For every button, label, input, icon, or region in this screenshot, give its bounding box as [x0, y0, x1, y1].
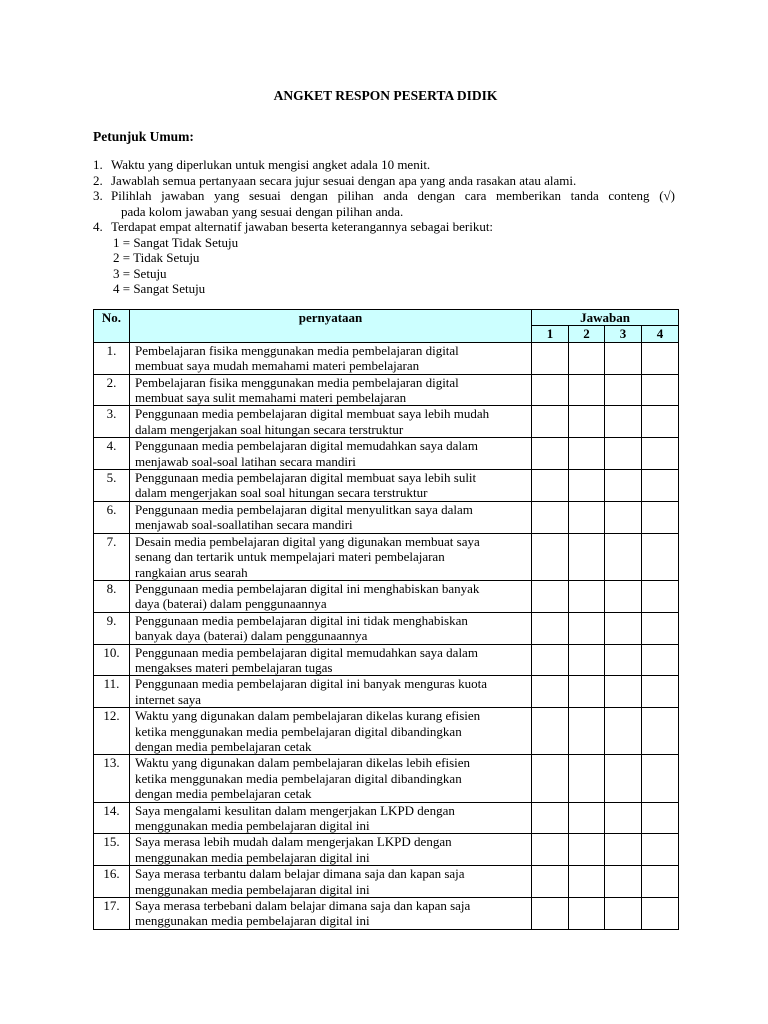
instruction-item	[93, 188, 675, 219]
statement-line: ketika menggunakan media pembelajaran digital dibandingkan	[135, 723, 462, 739]
answer-cell-3[interactable]	[605, 898, 642, 930]
answer-cell-1[interactable]	[532, 470, 569, 502]
row-number: 4.	[94, 438, 130, 470]
row-number: 12.	[94, 708, 130, 755]
answer-cell-1[interactable]	[532, 438, 569, 470]
statement-line: Waktu yang digunakan dalam pembelajaran dikelas kurang efisien	[135, 708, 481, 724]
answer-cell-1[interactable]	[532, 866, 569, 898]
answer-cell-4[interactable]	[642, 438, 679, 470]
answer-cell-2[interactable]	[569, 406, 605, 438]
answer-cell-4[interactable]	[642, 470, 679, 502]
answer-cell-2[interactable]	[569, 580, 605, 612]
statement-cell	[130, 533, 532, 580]
instruction-item	[93, 173, 675, 189]
answer-cell-4[interactable]	[642, 834, 679, 866]
statement-line: Saya merasa lebih mudah dalam mengerjakan LKPD dengan	[135, 834, 452, 850]
statement-line: internet saya	[135, 691, 202, 707]
answer-cell-2[interactable]	[569, 612, 605, 644]
statement-line: membuat saya sulit memahami materi pembelajaran	[135, 390, 407, 406]
statement-line: menggunakan media pembelajaran digital ini	[135, 849, 370, 865]
answer-cell-4[interactable]	[642, 866, 679, 898]
statement-cell	[130, 755, 532, 802]
answer-cell-4[interactable]	[642, 501, 679, 533]
answer-cell-1[interactable]	[532, 374, 569, 406]
statement-line: Saya merasa terbantu dalam belajar dimana saja dan kapan saja	[135, 866, 465, 882]
answer-cell-1[interactable]	[532, 612, 569, 644]
scale-item: 3 = Setuju	[113, 265, 167, 281]
statement-line: membuat saya mudah memahami materi pembelajaran	[135, 358, 420, 374]
statement-cell	[130, 580, 532, 612]
row-number: 13.	[94, 755, 130, 802]
answer-cell-4[interactable]	[642, 898, 679, 930]
statement-line: daya (baterai) dalam penggunaannya	[135, 596, 327, 612]
table-row	[94, 470, 679, 502]
row-number: 11.	[94, 676, 130, 708]
instructions-list	[93, 157, 675, 297]
statement-line: Penggunaan media pembelajaran digital memudahkan saya dalam	[135, 644, 478, 660]
answer-cell-4[interactable]	[642, 533, 679, 580]
statement-line: senang dan tertarik untuk mempelajari materi pembelajaran	[135, 549, 445, 565]
answer-cell-1[interactable]	[532, 755, 569, 802]
answer-cell-4[interactable]	[642, 406, 679, 438]
table-row	[94, 834, 679, 866]
statement-cell	[130, 708, 532, 755]
answer-cell-3[interactable]	[605, 533, 642, 580]
table-row	[94, 802, 679, 834]
answer-cell-2[interactable]	[569, 644, 605, 676]
statement-line: banyak daya (baterai) dalam penggunaannya	[135, 628, 368, 644]
answer-cell-4[interactable]	[642, 612, 679, 644]
answer-cell-3[interactable]	[605, 501, 642, 533]
answer-cell-1[interactable]	[532, 580, 569, 612]
column-header-answer: Jawaban	[532, 310, 679, 326]
statement-cell	[130, 501, 532, 533]
statement-line: Saya merasa terbebani dalam belajar dimana saja dan kapan saja	[135, 898, 471, 914]
answer-cell-4[interactable]	[642, 676, 679, 708]
statement-line: menggunakan media pembelajaran digital ini	[135, 881, 370, 897]
statement-cell	[130, 342, 532, 374]
statement-line: menggunakan media pembelajaran digital ini	[135, 913, 370, 929]
statement-line: Penggunaan media pembelajaran digital membuat saya lebih sulit	[135, 470, 477, 486]
statement-cell	[130, 834, 532, 866]
table-row	[94, 342, 679, 374]
answer-cell-2[interactable]	[569, 533, 605, 580]
instruction-number: 2.	[93, 172, 103, 188]
answer-cell-3[interactable]	[605, 834, 642, 866]
instructions-heading: Petunjuk Umum:	[93, 129, 194, 144]
answer-cell-3[interactable]	[605, 755, 642, 802]
instruction-text: Jawablah semua pertanyaan secara jujur sesuai dengan apa yang anda rasakan atau alami.	[111, 172, 577, 188]
statement-cell	[130, 644, 532, 676]
statement-cell	[130, 406, 532, 438]
table-row	[94, 406, 679, 438]
answer-cell-2[interactable]	[569, 755, 605, 802]
statement-line: Penggunaan media pembelajaran digital ini tidak menghabiskan	[135, 612, 468, 628]
instruction-text: Waktu yang diperlukan untuk mengisi angket adala 10 menit.	[111, 157, 431, 172]
answer-cell-3[interactable]	[605, 580, 642, 612]
statement-line: dalam mengerjakan soal hitungan secara terstruktur	[135, 421, 404, 437]
answer-cell-4[interactable]	[642, 342, 679, 374]
row-number: 8.	[94, 580, 130, 612]
answer-cell-1[interactable]	[532, 834, 569, 866]
answer-cell-3[interactable]	[605, 374, 642, 406]
answer-cell-3[interactable]	[605, 644, 642, 676]
row-number: 10.	[94, 644, 130, 676]
answer-cell-3[interactable]	[605, 612, 642, 644]
table-row	[94, 501, 679, 533]
statement-cell	[130, 802, 532, 834]
table-row	[94, 866, 679, 898]
statement-line: Penggunaan media pembelajaran digital membuat saya lebih mudah	[135, 406, 490, 422]
answer-cell-3[interactable]	[605, 802, 642, 834]
answer-cell-4[interactable]	[642, 755, 679, 802]
instruction-item	[93, 157, 675, 173]
statement-cell	[130, 612, 532, 644]
table-row	[94, 898, 679, 930]
answer-cell-4[interactable]	[642, 644, 679, 676]
answer-cell-3[interactable]	[605, 866, 642, 898]
table-row	[94, 374, 679, 406]
statement-line: Penggunaan media pembelajaran digital memudahkan saya dalam	[135, 438, 478, 454]
answer-cell-2[interactable]	[569, 802, 605, 834]
instruction-text: Terdapat empat alternatif jawaban beserta keterangannya sebagai berikut:	[111, 219, 494, 234]
answer-cell-3[interactable]	[605, 470, 642, 502]
answer-cell-1[interactable]	[532, 501, 569, 533]
statement-cell	[130, 676, 532, 708]
answer-cell-1[interactable]	[532, 676, 569, 708]
row-number: 17.	[94, 898, 130, 930]
statement-line: menjawab soal-soal latihan secara mandiri	[135, 453, 356, 469]
statement-line: mengakses materi pembelajaran tugas	[135, 659, 333, 675]
document-title: ANGKET RESPON PESERTA DIDIK	[273, 88, 498, 103]
answer-cell-2[interactable]	[569, 676, 605, 708]
answer-cell-4[interactable]	[642, 580, 679, 612]
answer-cell-2[interactable]	[569, 470, 605, 502]
instruction-text-continued: pada kolom jawaban yang sesuai dengan pilihan anda.	[121, 203, 404, 219]
column-header-statement: pernyataan	[130, 310, 532, 343]
statement-line: ketika menggunakan media pembelajaran digital dibandingkan	[135, 770, 462, 786]
answer-cell-1[interactable]	[532, 802, 569, 834]
statement-line: Penggunaan media pembelajaran digital ini banyak menguras kuota	[135, 676, 487, 692]
row-number: 15.	[94, 834, 130, 866]
row-number: 7.	[94, 533, 130, 580]
scale-item: 1 = Sangat Tidak Setuju	[113, 234, 239, 250]
statement-cell	[130, 438, 532, 470]
answer-cell-2[interactable]	[569, 708, 605, 755]
row-number: 9.	[94, 612, 130, 644]
answer-option-header: 1	[532, 326, 569, 342]
answer-cell-1[interactable]	[532, 406, 569, 438]
statement-line: Saya mengalami kesulitan dalam mengerjakan LKPD dengan	[135, 802, 455, 818]
answer-cell-2[interactable]	[569, 342, 605, 374]
row-number: 3.	[94, 406, 130, 438]
statement-line: Waktu yang digunakan dalam pembelajaran dikelas lebih efisien	[135, 755, 471, 771]
statement-cell	[130, 866, 532, 898]
statement-line: Pembelajaran fisika menggunakan media pembelajaran digital	[135, 374, 459, 390]
statement-line: rangkaian arus searah	[135, 564, 248, 580]
answer-cell-2[interactable]	[569, 898, 605, 930]
survey-table	[93, 309, 679, 930]
answer-cell-1[interactable]	[532, 708, 569, 755]
instruction-number: 4.	[93, 219, 103, 234]
statement-line: dalam mengerjakan soal soal hitungan secara terstruktur	[135, 485, 428, 501]
row-number: 1.	[94, 342, 130, 374]
statement-line: Pembelajaran fisika menggunakan media pembelajaran digital	[135, 342, 459, 358]
instruction-number: 1.	[93, 157, 103, 172]
survey-table-body	[94, 342, 679, 929]
statement-line: dengan media pembelajaran cetak	[135, 786, 312, 802]
answer-cell-3[interactable]	[605, 708, 642, 755]
table-row	[94, 644, 679, 676]
table-row	[94, 533, 679, 580]
instruction-item	[93, 219, 675, 297]
answer-cell-1[interactable]	[532, 898, 569, 930]
row-number: 2.	[94, 374, 130, 406]
answer-cell-4[interactable]	[642, 374, 679, 406]
statement-cell	[130, 898, 532, 930]
answer-cell-3[interactable]	[605, 342, 642, 374]
statement-line: menggunakan media pembelajaran digital ini	[135, 818, 370, 833]
statement-cell	[130, 470, 532, 502]
table-row	[94, 438, 679, 470]
instruction-number: 3.	[93, 188, 103, 203]
answer-cell-2[interactable]	[569, 501, 605, 533]
instruction-text: Pilihlah jawaban yang sesuai dengan pilihan anda dengan cara memberikan tanda conteng (√)	[111, 188, 675, 203]
column-header-no: No.	[94, 310, 130, 343]
scale-item: 4 = Sangat Setuju	[113, 281, 206, 296]
statement-line: Penggunaan media pembelajaran digital ini menghabiskan banyak	[135, 580, 480, 596]
table-row	[94, 612, 679, 644]
row-number: 16.	[94, 866, 130, 898]
answer-cell-1[interactable]	[532, 644, 569, 676]
row-number: 14.	[94, 802, 130, 834]
table-row	[94, 755, 679, 802]
table-row	[94, 676, 679, 708]
answer-cell-2[interactable]	[569, 438, 605, 470]
statement-cell	[130, 374, 532, 406]
answer-cell-3[interactable]	[605, 438, 642, 470]
answer-cell-1[interactable]	[532, 533, 569, 580]
answer-cell-4[interactable]	[642, 802, 679, 834]
row-number: 5.	[94, 470, 130, 502]
statement-line: menjawab soal-soallatihan secara mandiri	[135, 517, 353, 533]
answer-cell-3[interactable]	[605, 676, 642, 708]
row-number: 6.	[94, 501, 130, 533]
answer-cell-2[interactable]	[569, 834, 605, 866]
answer-cell-4[interactable]	[642, 708, 679, 755]
statement-line: dengan media pembelajaran cetak	[135, 738, 312, 754]
answer-cell-2[interactable]	[569, 866, 605, 898]
answer-option-header: 3	[605, 326, 642, 342]
answer-cell-2[interactable]	[569, 374, 605, 406]
answer-cell-1[interactable]	[532, 342, 569, 374]
scale-item: 2 = Tidak Setuju	[113, 250, 200, 265]
answer-cell-3[interactable]	[605, 406, 642, 438]
answer-option-header: 4	[642, 326, 679, 342]
answer-option-header: 2	[569, 326, 605, 342]
table-row	[94, 580, 679, 612]
statement-line: Desain media pembelajaran digital yang digunakan membuat saya	[135, 533, 480, 549]
table-row	[94, 708, 679, 755]
statement-line: Penggunaan media pembelajaran digital menyulitkan saya dalam	[135, 501, 473, 517]
